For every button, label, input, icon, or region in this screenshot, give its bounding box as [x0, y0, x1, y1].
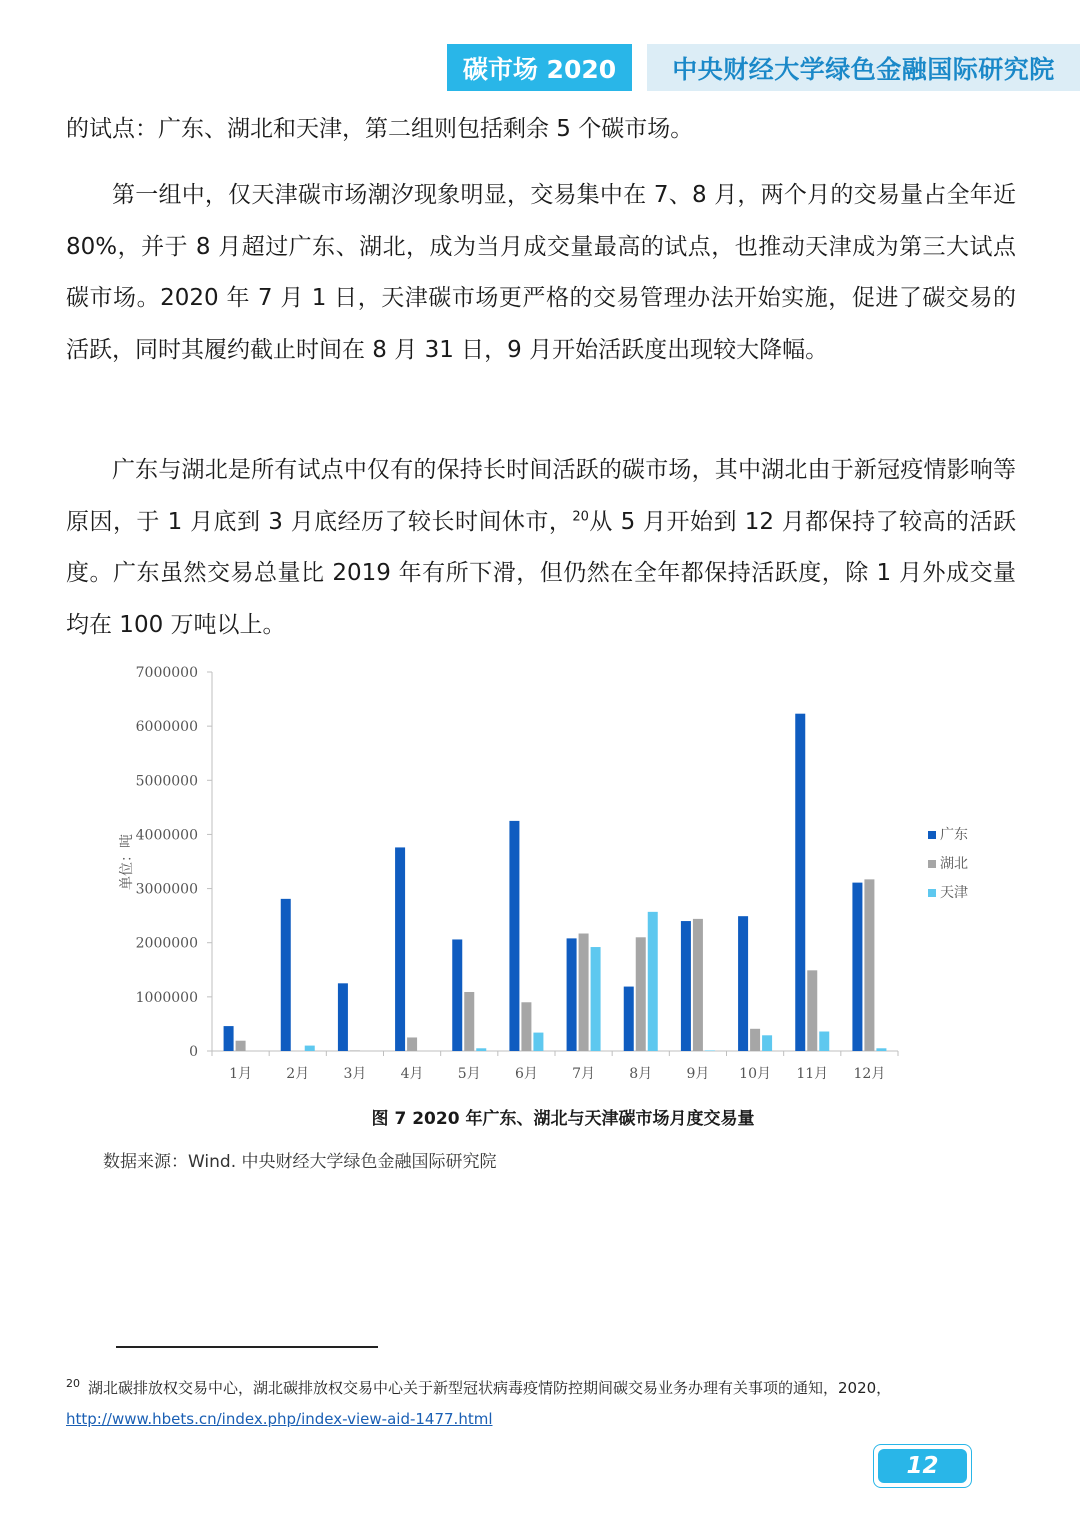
- bar-天津-11: [819, 1032, 829, 1051]
- bar-湖北-1: [236, 1041, 246, 1051]
- bar-广东-4: [395, 847, 405, 1051]
- footnote-number: 20: [66, 1377, 80, 1390]
- y-tick-label: 2000000: [135, 935, 198, 952]
- x-tick-label: 5月: [457, 1066, 481, 1082]
- footnote-text: 湖北碳排放权交易中心，湖北碳排放权交易中心关于新型冠状病毒疫情防控期间碳交易业务办理有关事项的通知，2020，: [88, 1379, 892, 1397]
- bar-湖北-9: [693, 919, 703, 1051]
- bar-广东-1: [224, 1026, 234, 1051]
- bar-湖北-11: [807, 970, 817, 1051]
- footnote-20: [66, 1373, 1026, 1435]
- bar-天津-8: [648, 912, 658, 1051]
- legend-swatch-天津: [928, 889, 936, 897]
- header-institute-name: 中央财经大学绿色金融国际研究院: [647, 44, 1080, 91]
- y-tick-label: 7000000: [135, 665, 198, 681]
- paragraph-3: [66, 445, 1016, 651]
- monthly-volume-bar-chart: [100, 655, 1020, 1095]
- paragraph-3-text-a: 广东与湖北是所有试点中仅有的保持长时间活跃的碳市场，其中湖北由于新冠疫情影响等原因，于 1 月底到 3 月底经历了较长时间休市，: [66, 457, 1016, 535]
- y-tick-label: 6000000: [135, 719, 198, 736]
- x-tick-label: 1月: [229, 1066, 253, 1082]
- x-tick-label: 10月: [739, 1066, 771, 1082]
- bar-湖北-6: [521, 1002, 531, 1051]
- x-tick-label: 6月: [514, 1066, 538, 1082]
- x-tick-label: 2月: [286, 1066, 310, 1082]
- page-number: 12: [878, 1449, 967, 1483]
- x-tick-label: 8月: [629, 1066, 653, 1082]
- bar-广东-10: [738, 916, 748, 1051]
- bar-湖北-12: [864, 879, 874, 1051]
- legend-label-天津: 天津: [940, 885, 968, 901]
- legend-swatch-广东: [928, 831, 936, 839]
- bar-广东-5: [452, 939, 462, 1051]
- bar-天津-2: [305, 1046, 315, 1051]
- bar-天津-7: [591, 947, 601, 1051]
- page-number-badge: [873, 1444, 972, 1488]
- bar-湖北-7: [579, 934, 589, 1051]
- bar-湖北-4: [407, 1037, 417, 1051]
- bar-广东-8: [624, 987, 634, 1051]
- bar-广东-12: [852, 883, 862, 1051]
- legend-label-湖北: 湖北: [940, 856, 968, 872]
- bar-广东-2: [281, 899, 291, 1051]
- bar-天津-12: [876, 1048, 886, 1051]
- bar-广东-11: [795, 714, 805, 1051]
- bar-广东-9: [681, 921, 691, 1051]
- data-source: 数据来源：Wind. 中央财经大学绿色金融国际研究院: [103, 1152, 497, 1172]
- legend-swatch-湖北: [928, 860, 936, 868]
- bar-湖北-5: [464, 992, 474, 1051]
- bar-天津-9: [705, 1050, 715, 1051]
- x-tick-label: 12月: [853, 1066, 886, 1082]
- bar-天津-6: [533, 1033, 543, 1051]
- y-tick-label: 1000000: [135, 989, 198, 1006]
- legend-label-广东: 广东: [940, 827, 968, 843]
- x-tick-label: 7月: [572, 1066, 596, 1082]
- y-axis-label: 单位：吨: [119, 834, 135, 890]
- x-tick-label: 9月: [686, 1066, 710, 1082]
- paragraph-3-text-b: 从 5 月开始到 12 月都保持了较高的活跃度。广东虽然交易总量比 2019 年有所下滑，但仍然在全年都保持活跃度，除 1 月外成交量均在 100 万吨以上。: [66, 508, 1016, 638]
- bar-天津-10: [762, 1035, 772, 1051]
- bar-湖北-8: [636, 937, 646, 1051]
- header-badge-title: 碳市场 2020: [447, 44, 632, 91]
- figure-caption: 图 7 2020 年广东、湖北与天津碳市场月度交易量: [371, 1109, 755, 1129]
- bar-湖北-3: [350, 1050, 360, 1051]
- y-tick-label: 4000000: [135, 827, 198, 844]
- y-tick-label: 0: [189, 1044, 198, 1060]
- x-tick-label: 4月: [400, 1066, 424, 1082]
- footnote-ref-20[interactable]: 20: [572, 508, 589, 524]
- paragraph-2: 第一组中，仅天津碳市场潮汐现象明显，交易集中在 7、8 月，两个月的交易量占全年近 80%，并于 8 月超过广东、湖北，成为当月成交量最高的试点，也推动天津成为第三大试点碳市场。2020 年 7 月 1 日，天津碳市场更严格的交易管理办法开始实施，促进了碳交易的活跃，同时其履约截止时间在 8 月 31 日，9 月开始活跃度出现较大降幅。: [66, 182, 1016, 363]
- footnote-divider: [116, 1346, 378, 1348]
- bar-天津-5: [476, 1048, 486, 1051]
- x-tick-label: 3月: [343, 1066, 367, 1082]
- footnote-link[interactable]: http://www.hbets.cn/index.php/index-view-aid-1477.html: [66, 1410, 493, 1428]
- y-tick-label: 5000000: [135, 773, 198, 790]
- bar-广东-7: [567, 938, 577, 1051]
- y-tick-label: 3000000: [135, 881, 198, 898]
- bar-广东-3: [338, 983, 348, 1051]
- x-tick-label: 11月: [796, 1066, 829, 1082]
- bar-湖北-10: [750, 1029, 760, 1051]
- paragraph-1: 的试点：广东、湖北和天津，第二组则包括剩余 5 个碳市场。: [66, 116, 694, 142]
- bar-广东-6: [509, 821, 519, 1051]
